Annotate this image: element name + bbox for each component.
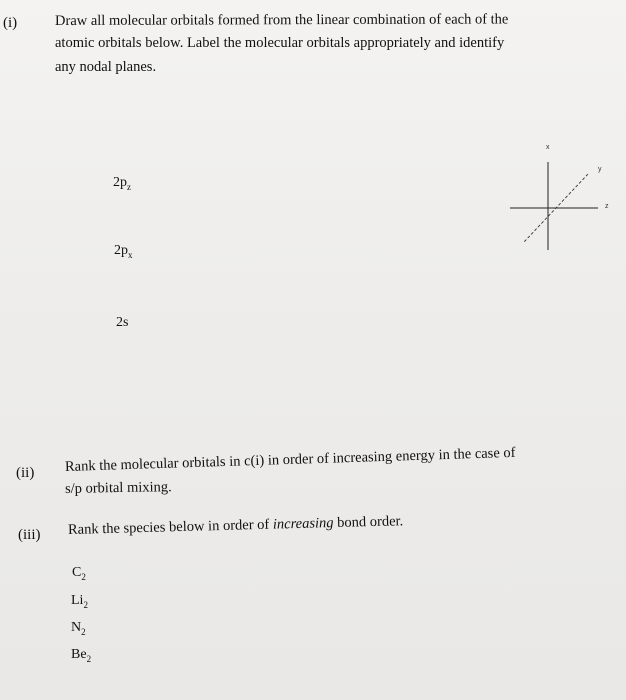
species-be2: $Be_2$ <box>71 647 92 664</box>
question-3-number: (iii) <box>18 527 41 543</box>
question-2-line-1: Rank the molecular orbitals in c(i) in order of increasing energy in the case of <box>64 444 516 475</box>
axis-label-z: z <box>605 203 609 210</box>
question-1-number: (i) <box>3 15 18 31</box>
species-c2: $C_2$ <box>72 565 86 582</box>
orbital-label-2px: $2p_x$ <box>114 243 133 260</box>
question-3-line: Rank the species below in order of increasing bond order. <box>67 513 404 538</box>
axis-label-y: y <box>598 166 602 173</box>
question-2-number: (ii) <box>16 465 35 481</box>
coordinate-axes-diagram <box>500 150 620 260</box>
question-2-line-2: s/p orbital mixing. <box>64 479 172 497</box>
question-1-line-3: any nodal planes. <box>55 59 157 75</box>
emphasis-increasing: increasing <box>272 515 334 533</box>
question-1-line-2: atomic orbitals below. Label the molecular orbitals appropriately and identify <box>55 35 505 51</box>
orbital-label-2s: 2s <box>116 315 129 330</box>
species-n2: $N_2$ <box>71 620 86 637</box>
axis-label-x: x <box>546 144 550 151</box>
orbital-label-2pz: $2p_z$ <box>113 175 131 192</box>
question-1-line-1: Draw all molecular orbitals formed from the linear combination of each of the <box>54 11 509 29</box>
species-li2: $Li_2$ <box>71 593 88 610</box>
